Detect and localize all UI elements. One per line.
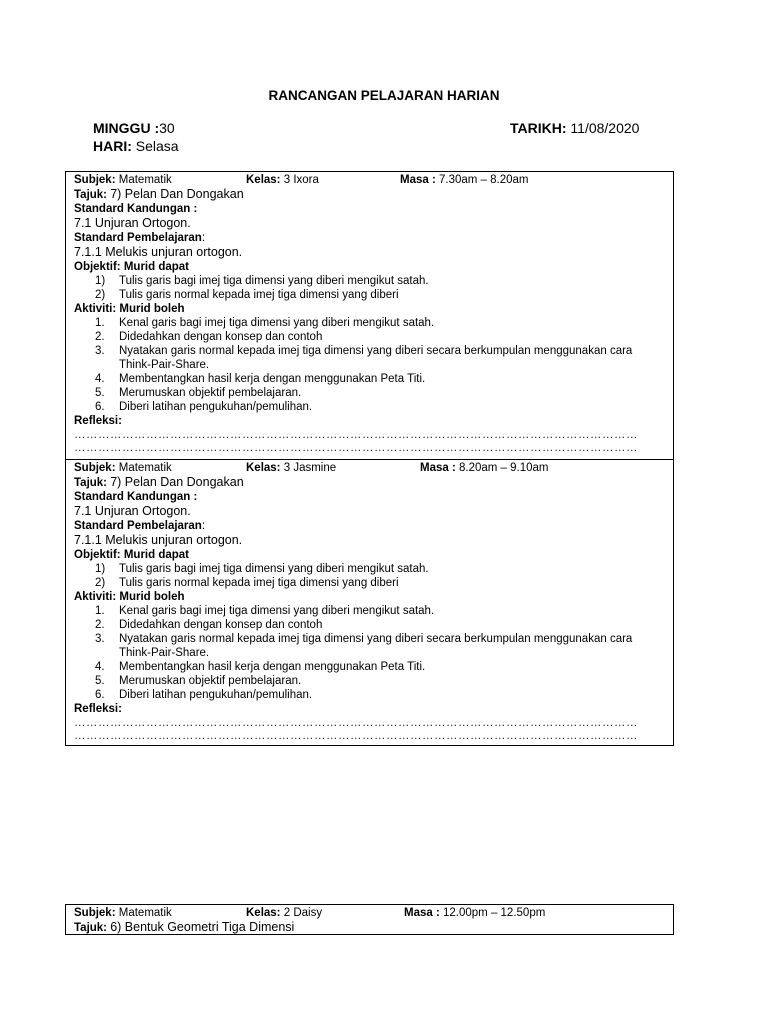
masa-label: Masa : — [420, 462, 456, 474]
masa-value: 7.30am – 8.20am — [439, 174, 529, 186]
refleksi-line-2: …………………………………………………………………………………………………………………………… — [74, 442, 638, 454]
minggu-label: MINGGU : — [93, 120, 160, 136]
hari-field — [93, 138, 179, 154]
standard-kandungan-value: 7.1 Unjuran Ortogon. — [74, 504, 191, 518]
list-item: 2. Didedahkan dengan konsep dan contoh — [95, 331, 323, 343]
list-item: 4. Membentangkan hasil kerja dengan menggunakan Peta Titi. — [95, 373, 426, 385]
masa-value: 12.00pm – 12.50pm — [443, 907, 546, 919]
list-item: 3. Nyatakan garis normal kepada imej tiga dimensi yang diberi secara berkumpulan menggunakan cara Think-Pair-Share. — [95, 633, 633, 659]
refleksi-label: Refleksi: — [74, 415, 122, 427]
refleksi-line-1: …………………………………………………………………………………………………………………………… — [74, 717, 638, 729]
tajuk-value: 7) Pelan Dan Dongakan — [110, 475, 244, 489]
subjek-value: Matematik — [118, 174, 172, 186]
lesson-meta-row — [74, 461, 673, 475]
list-item: 3. Nyatakan garis normal kepada imej tiga dimensi yang diberi secara berkumpulan menggunakan cara Think-Pair-Share. — [95, 345, 633, 371]
objektif-list — [74, 562, 673, 590]
tajuk-label: Tajuk: — [74, 189, 108, 201]
kelas-value: 3 Jasmine — [283, 462, 337, 474]
standard-pembelajaran-label: Standard Pembelajaran: — [74, 520, 206, 532]
tarikh-label: TARIKH: — [510, 120, 567, 136]
kelas-label: Kelas: — [246, 174, 281, 186]
standard-pembelajaran-label: Standard Pembelajaran: — [74, 232, 206, 244]
lesson-meta-row — [74, 173, 673, 187]
list-item: 2. Didedahkan dengan konsep dan contoh — [95, 619, 323, 631]
tarikh-value: 11/08/2020 — [570, 120, 640, 136]
standard-pembelajaran-value: 7.1.1 Melukis unjuran ortogon. — [74, 245, 243, 259]
tajuk-value: 6) Bentuk Geometri Tiga Dimensi — [110, 920, 295, 934]
list-item: 5. Merumuskan objektif pembelajaran. — [95, 675, 302, 687]
masa-label: Masa : — [404, 907, 440, 919]
objektif-label: Objektif: Murid dapat — [74, 549, 189, 561]
kelas-label: Kelas: — [246, 462, 281, 474]
list-item: 2) Tulis garis normal kepada imej tiga dimensi yang diberi — [95, 577, 399, 589]
objektif-list — [74, 274, 673, 302]
refleksi-line-1: …………………………………………………………………………………………………………………………… — [74, 429, 638, 441]
minggu-field — [93, 120, 175, 136]
tarikh-field — [510, 120, 639, 136]
document-title: RANCANGAN PELAJARAN HARIAN — [268, 88, 500, 103]
tajuk-row — [74, 475, 673, 490]
standard-pembelajaran-value: 7.1.1 Melukis unjuran ortogon. — [74, 533, 243, 547]
subjek-value: Matematik — [118, 907, 172, 919]
tajuk-value: 7) Pelan Dan Dongakan — [110, 187, 244, 201]
lesson-meta-row — [74, 906, 673, 920]
lesson-block-1 — [65, 171, 674, 460]
tajuk-label: Tajuk: — [74, 477, 108, 489]
list-item: 2) Tulis garis normal kepada imej tiga dimensi yang diberi — [95, 289, 399, 301]
masa-value: 8.20am – 9.10am — [459, 462, 549, 474]
aktiviti-list — [74, 316, 673, 414]
subjek-label: Subjek: — [74, 462, 116, 474]
lesson-block-2 — [65, 459, 674, 746]
masa-label: Masa : — [400, 174, 436, 186]
hari-label: HARI: — [93, 138, 132, 154]
subjek-label: Subjek: — [74, 174, 116, 186]
objektif-label: Objektif: Murid dapat — [74, 261, 189, 273]
refleksi-label: Refleksi: — [74, 703, 122, 715]
aktiviti-label: Aktiviti: Murid boleh — [74, 591, 185, 603]
aktiviti-list — [74, 604, 673, 702]
kelas-value: 3 Ixora — [283, 174, 319, 186]
list-item: 6. Diberi latihan pengukuhan/pemulihan. — [95, 689, 313, 701]
list-item: 1. Kenal garis bagi imej tiga dimensi yang diberi mengikut satah. — [95, 317, 435, 329]
minggu-value: 30 — [159, 120, 175, 136]
standard-kandungan-label: Standard Kandungan : — [74, 491, 198, 503]
subjek-label: Subjek: — [74, 907, 116, 919]
list-item: 1) Tulis garis bagi imej tiga dimensi yang diberi mengikut satah. — [95, 563, 429, 575]
kelas-label: Kelas: — [246, 907, 281, 919]
refleksi-line-2: …………………………………………………………………………………………………………………………… — [74, 730, 638, 742]
tajuk-row — [74, 187, 673, 202]
kelas-value: 2 Daisy — [283, 907, 323, 919]
aktiviti-label: Aktiviti: Murid boleh — [74, 303, 185, 315]
list-item: 1. Kenal garis bagi imej tiga dimensi yang diberi mengikut satah. — [95, 605, 435, 617]
list-item: 5. Merumuskan objektif pembelajaran. — [95, 387, 302, 399]
tajuk-label: Tajuk: — [74, 922, 108, 934]
tajuk-row — [74, 920, 673, 935]
hari-value: Selasa — [135, 138, 179, 154]
list-item: 1) Tulis garis bagi imej tiga dimensi yang diberi mengikut satah. — [95, 275, 429, 287]
list-item: 4. Membentangkan hasil kerja dengan menggunakan Peta Titi. — [95, 661, 426, 673]
lesson-block-3 — [65, 904, 674, 935]
list-item: 6. Diberi latihan pengukuhan/pemulihan. — [95, 401, 313, 413]
standard-kandungan-value: 7.1 Unjuran Ortogon. — [74, 216, 191, 230]
subjek-value: Matematik — [118, 462, 172, 474]
standard-kandungan-label: Standard Kandungan : — [74, 203, 198, 215]
